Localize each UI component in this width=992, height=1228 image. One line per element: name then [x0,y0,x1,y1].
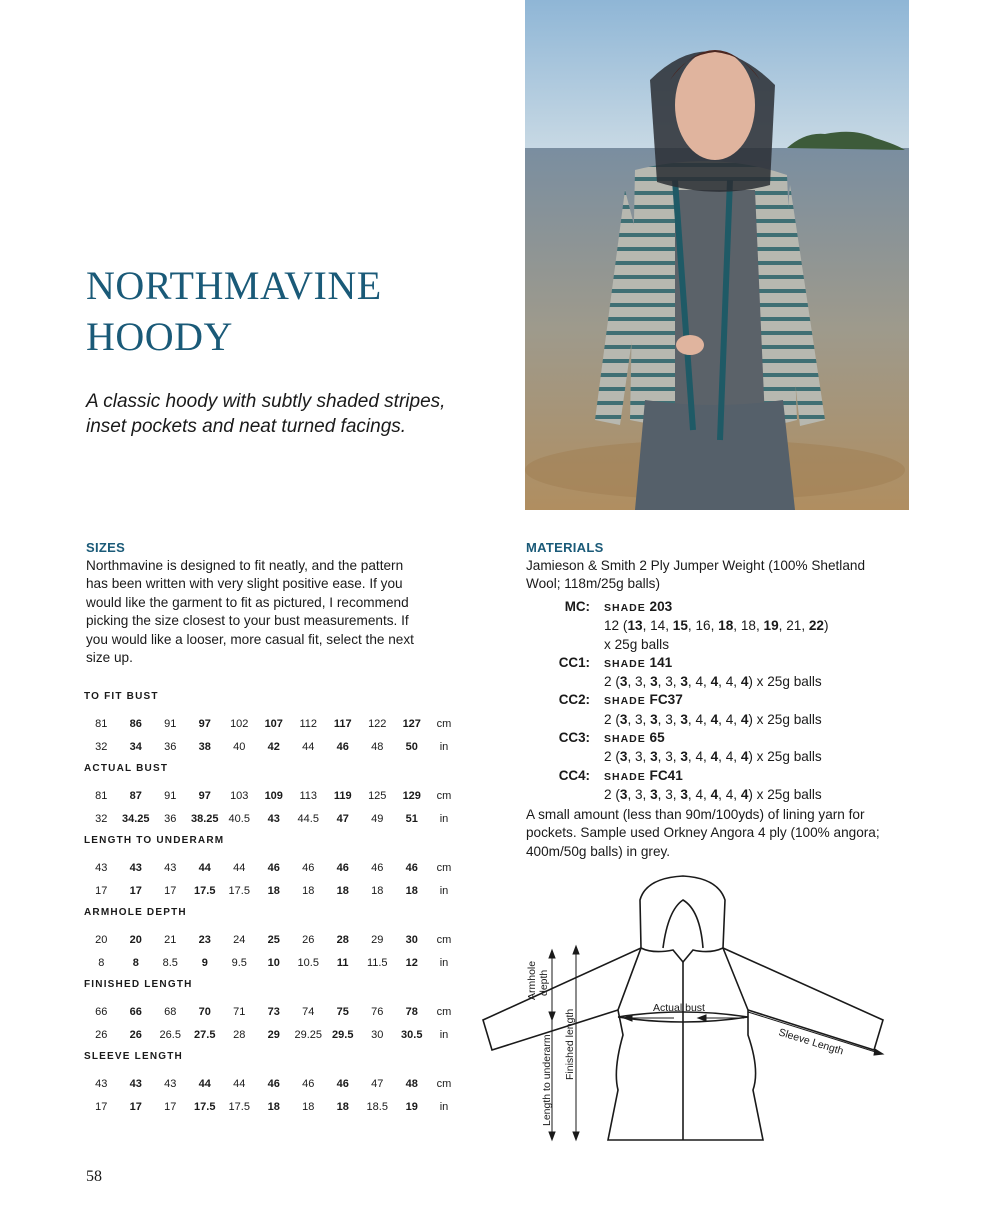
measurement-value: 32 [95,813,108,826]
measurement-value: 20 [95,933,108,946]
lining-line: 400m/50g balls) in grey. [526,843,671,859]
measurement-row [84,712,464,736]
hood-outline [640,876,725,948]
arrow-head [573,1132,579,1140]
arrow-head [698,1015,706,1021]
qty-part: 13 [627,618,643,634]
shade-number: FC41 [649,767,683,783]
measurement-row [84,1024,464,1048]
measurement-unit: cm [436,717,452,730]
qty-part: 4 [740,786,749,802]
measurement-value: 8.5 [162,957,178,970]
shade-word: SHADE [604,695,646,708]
measurement-value: 18 [267,1101,280,1114]
qty-part: , 4, [718,711,741,727]
qty-part: 2 ( [604,749,620,765]
measurement-value: 46 [267,1077,280,1090]
model-photo-illustration [525,0,909,510]
lining-line: A small amount (less than 90m/100yds) of lining yarn for [526,807,865,822]
measurement-value: 44.5 [297,813,319,826]
measurement-value: 8 [132,957,139,970]
measurement-value: 40 [233,741,246,754]
measurement-value: 17.5 [228,885,250,898]
measurement-value: 46 [336,1077,349,1090]
arrow-head [874,1049,883,1055]
yarn-quantity [604,711,822,729]
measurement-value: 9.5 [231,957,247,970]
measurement-value: 17.5 [194,1101,216,1114]
qty-part: , 3, [657,749,681,765]
qty-part: , 18, [733,618,764,634]
measurement-value: 25 [267,933,280,946]
measurement-row [84,1000,464,1024]
measurement-value: 113 [299,789,318,802]
measurement-value: 71 [233,1005,246,1018]
qty-part: , 3, [627,711,651,727]
measurement-value: 86 [129,717,142,730]
measurement-label: TO FIT BUST [84,691,159,702]
measurement-value: 74 [302,1005,315,1018]
garment-schematic [478,870,888,1150]
measurement-value: 18 [267,885,280,898]
measurement-row [84,1072,464,1096]
qty-part: , 16, [687,618,719,634]
measurement-value: 46 [336,861,349,874]
finished-length-label: Finished length [564,1008,576,1080]
measurement-value: 50 [405,741,418,754]
measurement-value: 10 [267,957,280,970]
lining-line: pockets. Sample used Orkney Angora 4 ply (100% angora; [526,825,880,841]
measurement-value: 17 [95,1101,108,1114]
materials-heading: MATERIALS [526,540,604,555]
qty-part: , 3, [627,786,651,802]
measurement-unit: cm [436,789,452,802]
qty-part: 3 [650,786,658,802]
measurement-value: 17.5 [228,1101,250,1114]
measurement-value: 32 [95,741,108,754]
yarn-code: MC: [564,599,590,614]
shade-word: SHADE [604,657,646,670]
qty-part: 2 ( [604,711,620,727]
page-number: 58 [86,1168,102,1185]
yarn-cc [526,729,926,767]
measurement-value: 43 [95,1077,108,1090]
measurement-value: 66 [95,1005,108,1018]
qty-part: 4 [710,749,719,765]
measurement-row [84,952,464,976]
measurement-value: 36 [164,813,177,826]
qty-part: ) [824,618,829,634]
measurement-value: 30 [405,933,418,946]
shade-word: SHADE [604,770,646,783]
materials-intro-line: Jamieson & Smith 2 Ply Jumper Weight (100% Shetland [526,558,866,573]
sizes-description [86,557,466,667]
yarn-quantity [604,617,829,635]
qty-part: , 14, [642,618,673,634]
measurement-value: 18.5 [366,1101,388,1114]
measurement-value: 43 [95,861,108,874]
qty-part: , 3, [627,674,651,690]
yarn-unit: x 25g balls [604,636,669,652]
qty-part: ) x 25g balls [748,749,822,765]
measurement-value: 38 [198,741,211,754]
qty-part: , 4, [687,786,711,802]
qty-part: , 4, [718,749,741,765]
measurement-value: 129 [402,789,421,802]
qty-part: 3 [619,711,628,727]
measurement-value: 26 [302,933,315,946]
pattern-subtitle [86,389,486,439]
measurement-value: 26 [129,1029,142,1042]
measurement-value: 29 [267,1029,280,1042]
qty-part: ) x 25g balls [748,711,822,727]
yarn-quantity [604,673,822,691]
qty-part: , 4, [718,786,741,802]
measurement-value: 51 [405,813,418,826]
measurement-value: 73 [267,1005,280,1018]
measurement-value: 107 [264,717,283,730]
qty-part: 3 [680,786,688,802]
measurement-value: 44 [198,861,211,874]
measurement-value: 18 [302,885,315,898]
subtitle-line-2: inset pockets and neat turned facings. [86,416,407,437]
hood-opening [641,948,723,962]
qty-part: , 4, [687,749,711,765]
measurement-value: 34.25 [121,813,150,826]
measurement-value: 97 [198,789,211,802]
yarn-code: CC2: [558,692,590,708]
pattern-title [86,260,382,362]
title-line-2: HOODY [86,314,233,359]
measurement-value: 28 [336,933,349,946]
measurement-value: 18 [302,1101,315,1114]
measurement-unit: in [439,813,449,826]
measurement-value: 9 [201,957,208,970]
sleeve-length-label: Sleeve Length [777,1026,845,1058]
measurement-value: 21 [164,933,177,946]
armhole-label-line2: depth [538,969,550,996]
left-sleeve [483,948,641,1050]
measurement-value: 42 [267,741,280,754]
materials-intro-line: Wool; 118m/25g balls) [526,576,660,592]
measurement-unit: cm [436,1005,452,1018]
measurement-value: 29 [371,933,384,946]
measurement-value: 81 [95,717,108,730]
subtitle-line-1: A classic hoody with subtly shaded stripes, [86,391,446,412]
measurement-unit: in [439,741,449,754]
qty-part: 4 [740,749,749,765]
measurement-value: 46 [336,741,349,754]
qty-part: , 3, [627,749,651,765]
measurement-label: SLEEVE LENGTH [84,1051,183,1062]
measurement-row [84,880,464,904]
qty-part: , 3, [657,711,681,727]
materials-intro [526,557,916,594]
measurement-value: 29.5 [332,1029,354,1042]
sizes-line: has been written with very slight positive ease. If you [86,576,403,592]
qty-part: 4 [740,711,749,727]
measurement-value: 125 [368,789,387,802]
armhole-label-line1: Armhole [526,960,538,1000]
qty-part: 18 [718,618,734,634]
qty-part: 3 [680,711,688,727]
measurement-label: LENGTH TO UNDERARM [84,835,225,846]
measurement-value: 18 [336,1101,349,1114]
arrow-head [549,1132,555,1140]
measurement-value: 43 [267,813,280,826]
yarn-mc [526,598,926,654]
measurement-value: 28 [233,1029,246,1042]
shade-number: FC37 [649,692,683,708]
qty-part: , 21, [778,618,809,634]
qty-part: , 4, [687,674,711,690]
measurement-value: 119 [333,789,352,802]
qty-part: 12 ( [604,618,628,634]
measurement-unit: cm [436,861,452,874]
yarn-cc [526,767,926,805]
measurement-value: 78 [405,1005,418,1018]
measurement-value: 44 [233,861,246,874]
yarn-code: CC1: [558,654,590,670]
qty-part: 2 ( [604,786,620,802]
measurement-value: 10.5 [297,957,319,970]
measurement-value: 18 [371,885,384,898]
yarn-quantity [604,748,822,766]
sizes-heading: SIZES [86,540,126,555]
sizes-line: would like the garment to fit as pictured, I recommend [86,594,409,610]
measurement-value: 97 [198,717,211,730]
measurement-value: 102 [230,717,249,730]
measurement-value: 20 [129,933,142,946]
measurement-row [84,808,464,832]
measurement-value: 36 [164,741,177,754]
sizes-line: Northmavine is designed to fit neatly, and the pattern [86,558,404,573]
measurement-row [84,928,464,952]
measurement-value: 43 [164,1077,177,1090]
measurement-value: 43 [164,861,177,874]
measurement-value: 109 [264,789,283,802]
qty-part: 3 [650,711,658,727]
measurement-value: 8 [98,957,105,970]
measurement-value: 48 [405,1077,418,1090]
sizes-line: you would like a looser, more casual fit, select the next [86,631,414,647]
measurement-unit: in [439,957,449,970]
measurement-value: 12 [405,957,418,970]
sizes-line: size up. [86,650,133,666]
measurement-label: FINISHED LENGTH [84,979,193,990]
underarm-label: Length to underarm [541,1034,553,1126]
measurement-value: 46 [302,1077,315,1090]
measurement-value: 30.5 [401,1029,423,1042]
measurement-value: 117 [333,717,352,730]
measurement-value: 122 [368,717,387,730]
measurement-value: 112 [299,717,318,730]
title-line-1: NORTHMAVINE [86,263,382,308]
measurement-value: 47 [371,1077,384,1090]
measurement-unit: in [439,1029,449,1042]
measurement-unit: cm [436,1077,452,1090]
qty-part: 3 [619,674,628,690]
contrast-colours [526,654,926,804]
shade-word: SHADE [604,733,646,746]
qty-part: 2 ( [604,674,620,690]
measurement-value: 40.5 [228,813,250,826]
measurement-value: 43 [129,861,142,874]
measurement-unit: in [439,1101,449,1114]
qty-part: , 4, [687,711,711,727]
measurement-value: 38.25 [190,813,219,826]
measurement-value: 47 [336,813,349,826]
measurement-value: 23 [198,933,211,946]
measurement-value: 19 [405,1101,418,1114]
measurement-row [84,1096,464,1120]
measurement-value: 76 [371,1005,384,1018]
measurement-value: 70 [198,1005,211,1018]
qty-part: 4 [740,674,749,690]
qty-part: 4 [710,674,719,690]
measurement-value: 46 [405,861,418,874]
measurement-value: 46 [302,861,315,874]
measurement-value: 17 [95,885,108,898]
sizes-line: picking the size closest to your bust measurements. If [86,613,409,629]
measurement-value: 26 [95,1029,108,1042]
qty-part: , 4, [718,674,741,690]
measurement-label: ACTUAL BUST [84,763,169,774]
measurement-value: 17 [164,885,177,898]
measurement-unit: cm [436,933,452,946]
measurement-value: 17 [164,1101,177,1114]
measurement-unit: in [439,885,449,898]
qty-part: , 3, [657,786,681,802]
measurement-value: 46 [267,861,280,874]
body-outline [608,948,763,1140]
qty-part: 4 [710,711,719,727]
measurement-label: ARMHOLE DEPTH [84,907,187,918]
qty-part: 4 [710,786,719,802]
measurement-row [84,784,464,808]
lining-note [526,806,916,861]
arrow-head [573,946,579,954]
arrow-head [549,1012,555,1020]
measurements-table [84,688,464,1119]
measurement-value: 26.5 [159,1029,181,1042]
measurement-value: 44 [198,1077,211,1090]
shade-number: 65 [649,730,665,746]
qty-part: , 3, [657,674,681,690]
measurement-row [84,736,464,760]
measurement-value: 30 [371,1029,384,1042]
arrow-head [549,950,555,958]
actual-bust-label: Actual bust [653,1002,705,1014]
qty-part: 3 [650,674,658,690]
measurement-value: 17 [129,885,142,898]
measurement-value: 18 [405,885,418,898]
measurement-value: 18 [336,885,349,898]
measurement-value: 103 [230,789,249,802]
yarn-cc [526,654,926,692]
measurement-value: 44 [302,741,315,754]
measurement-value: 24 [233,933,246,946]
model-photo [525,0,909,510]
measurement-value: 91 [164,717,177,730]
yarn-list [526,598,926,804]
qty-part: 19 [763,618,779,634]
qty-part: 3 [680,674,688,690]
hood-inner [663,900,703,948]
measurement-value: 127 [402,717,421,730]
qty-part: 3 [619,749,628,765]
qty-part: 3 [680,749,688,765]
measurement-value: 81 [95,789,108,802]
measurement-value: 29.25 [294,1029,323,1042]
yarn-code: CC3: [558,730,590,746]
measurement-value: 11.5 [366,957,388,970]
shade-number: 141 [649,654,673,670]
measurement-value: 27.5 [194,1029,216,1042]
yarn-quantity [604,786,822,804]
yarn-cc [526,691,926,729]
measurement-value: 66 [129,1005,142,1018]
yarn-code: CC4: [558,767,590,783]
measurement-value: 17.5 [194,885,216,898]
shade-word: SHADE [604,602,646,614]
measurement-value: 68 [164,1005,177,1018]
qty-part: 3 [619,786,628,802]
qty-part: 15 [672,618,688,634]
measurement-value: 44 [233,1077,246,1090]
qty-part: 3 [650,749,658,765]
measurement-value: 11 [336,957,349,970]
measurement-value: 87 [129,789,142,802]
measurement-value: 75 [336,1005,349,1018]
measurement-value: 49 [371,813,384,826]
measurement-value: 46 [371,861,384,874]
measurement-value: 17 [129,1101,142,1114]
measurement-value: 34 [129,741,142,754]
shade-number: 203 [649,599,673,614]
measurement-row [84,856,464,880]
qty-part: ) x 25g balls [748,786,822,802]
measurement-value: 48 [371,741,384,754]
qty-part: 22 [808,618,824,634]
measurement-value: 91 [164,789,177,802]
measurement-value: 43 [129,1077,142,1090]
qty-part: ) x 25g balls [748,674,822,690]
